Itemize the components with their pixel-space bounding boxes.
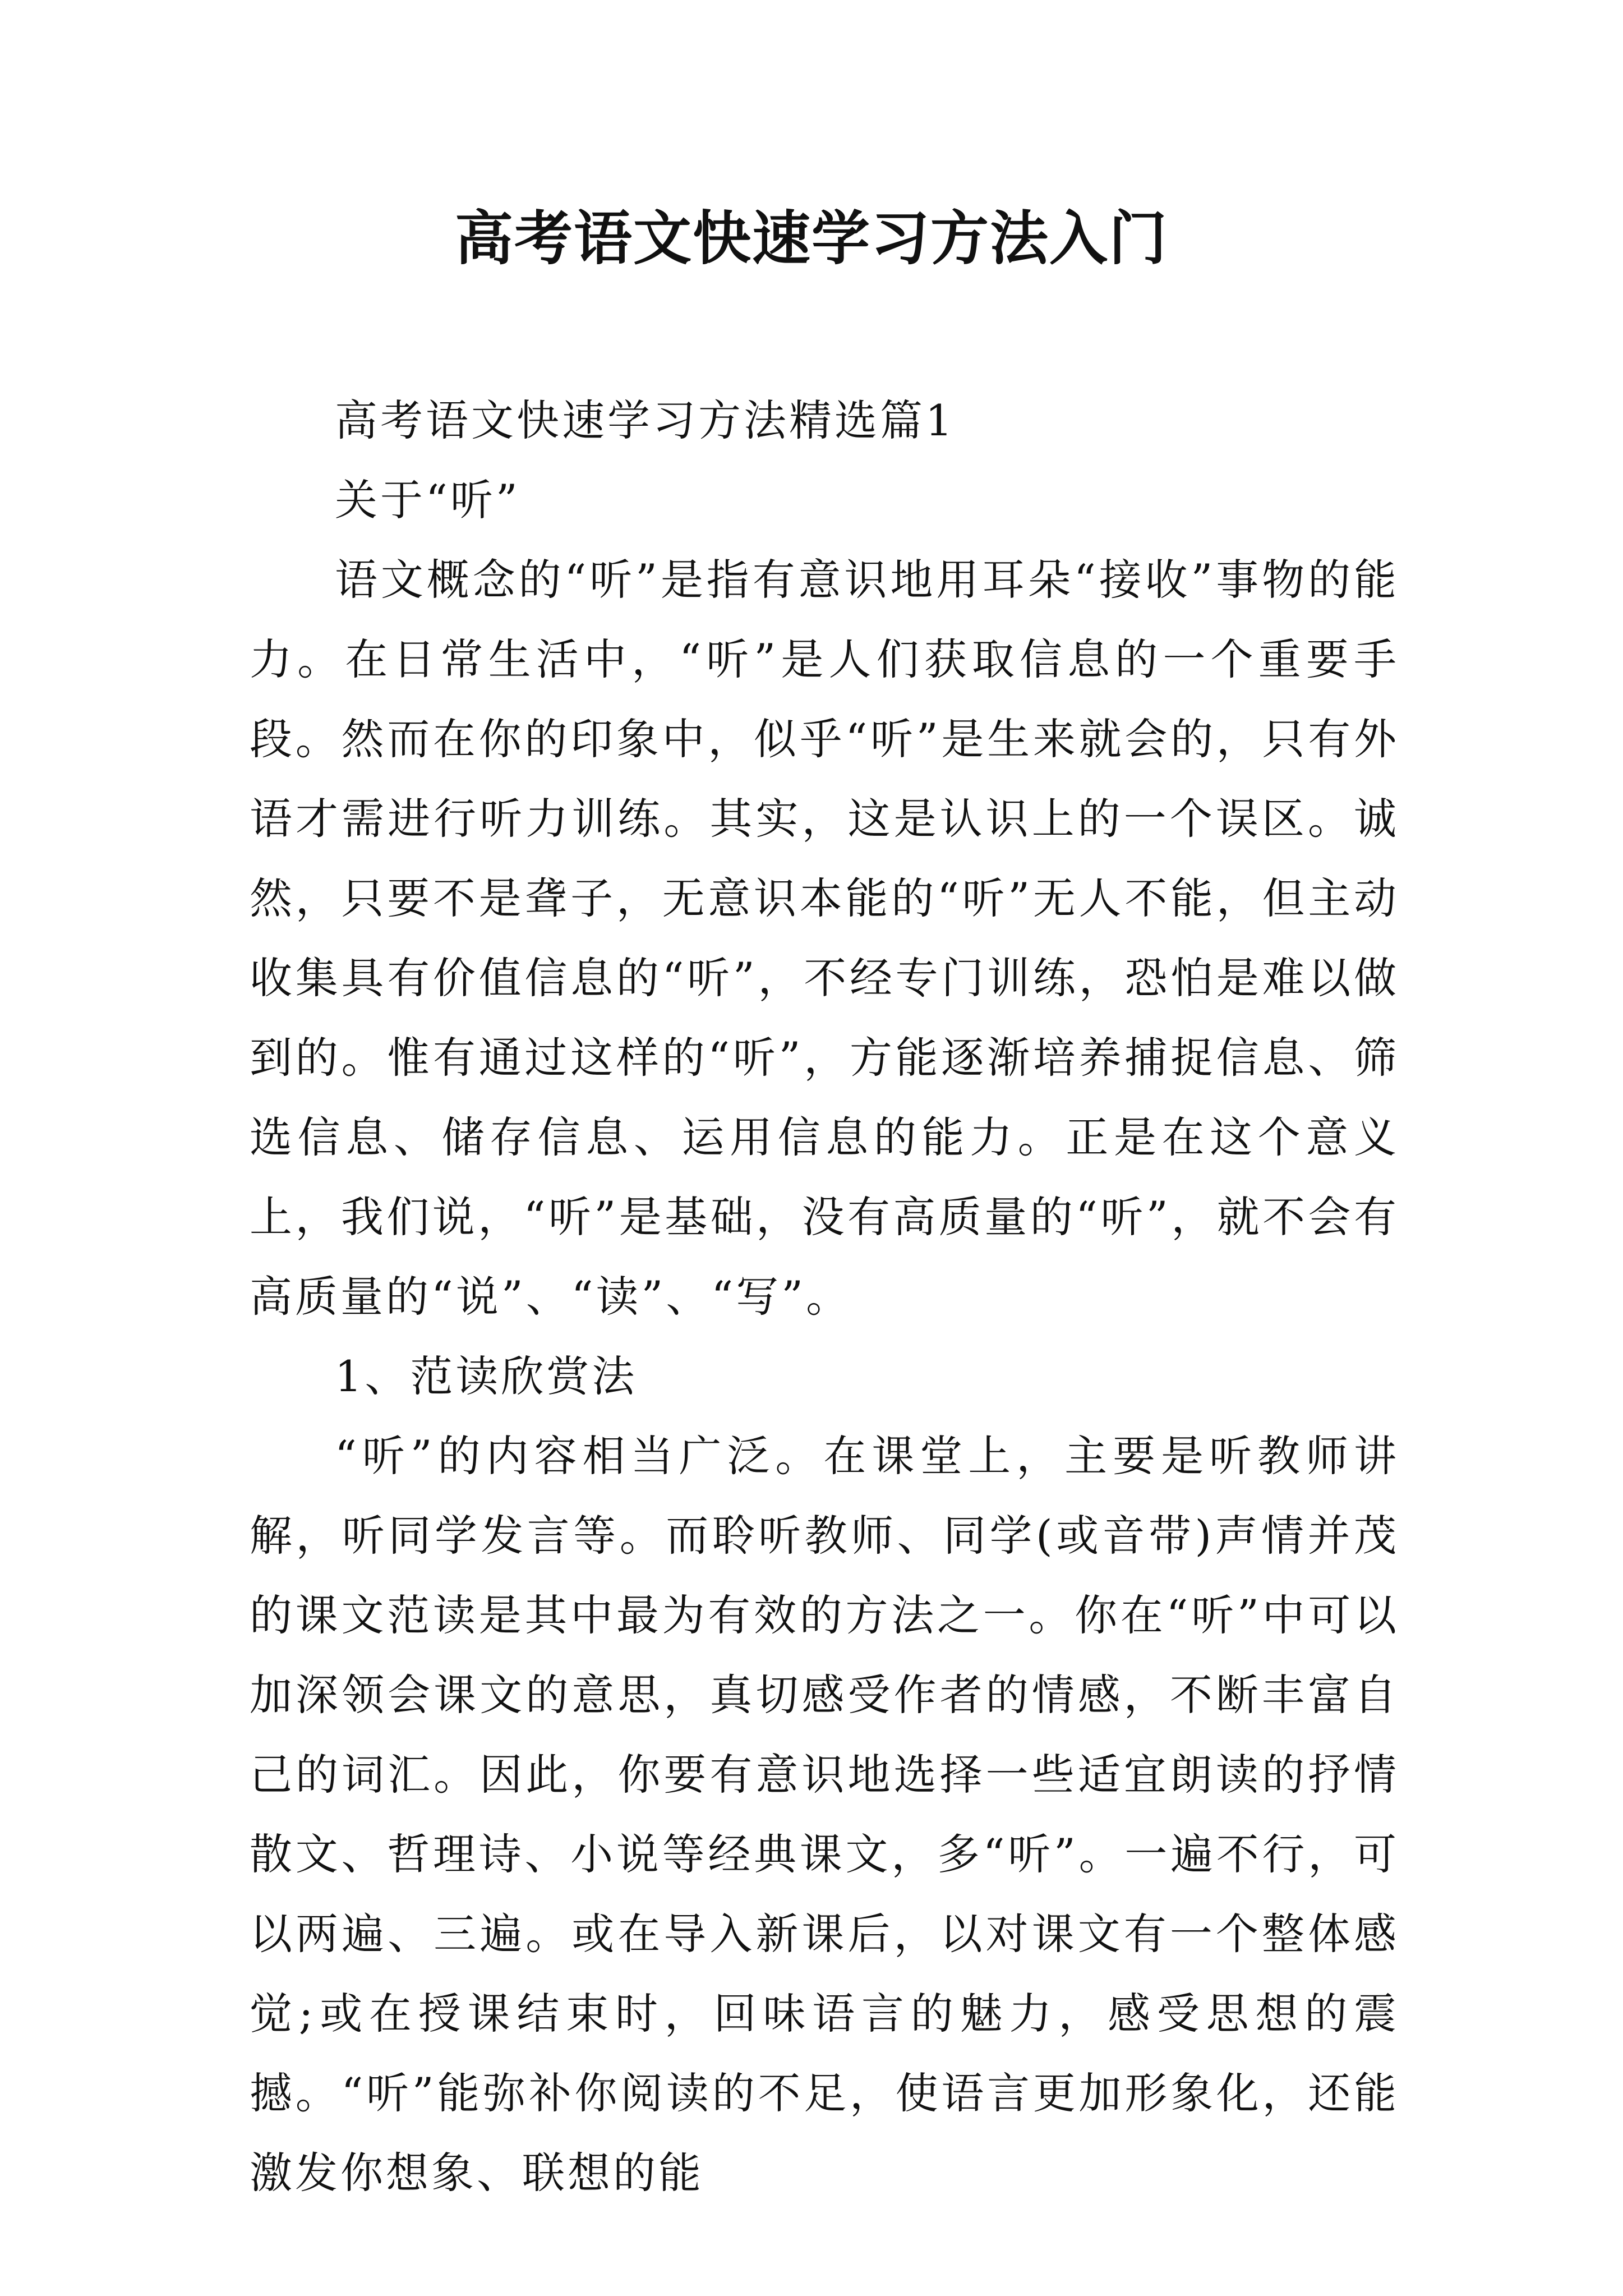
body-paragraph: 语文概念的“听”是指有意识地用耳朵“接收”事物的能力。在日常生活中，“听”是人们获取信息的一个重要手段。然而在你的印象中，似乎“听”是生来就会的，只有外语才需进行听力训练。其实，这是认识上的一个误区。诚然，只要不是聋子，无意识本能的“听”无人不能，但主动收集具有价值信息的“听”，不经专门训练，恐怕是难以做到的。惟有通过这样的“听”，方能逐渐培养捕捉信息、筛选信息、储存信息、运用信息的能力。正是在这个意义上，我们说，“听”是基础，没有高质量的“听”，就不会有高质量的“说”、“读”、“写”。	[250, 555, 1399, 1322]
subsection-heading: 关于“听”	[335, 475, 520, 525]
document-title: 高考语文快速学习方法入门	[454, 204, 1168, 273]
method-heading: 1、范读欣赏法	[335, 1351, 638, 1401]
body-paragraph: “听”的内容相当广泛。在课堂上，主要是听教师讲解，听同学发言等。而聆听教师、同学(或音带)声情并茂的课文范读是其中最为有效的方法之一。你在“听”中可以加深领会课文的意思，真切感受作者的情感，不断丰富自己的词汇。因此，你要有意识地选择一些适宜朗读的抒情散文、哲理诗、小说等经典课文，多“听”。一遍不行，可以两遍、三遍。或在导入新课后，以对课文有一个整体感觉;或在授课结束时，回味语言的魅力，感受思想的震撼。“听”能弥补你阅读的不足，使语言更加形象化，还能激发你想象、联想的能	[250, 1431, 1399, 2198]
section-heading: 高考语文快速学习方法精选篇1	[335, 395, 956, 445]
document-body	[250, 381, 1399, 2213]
